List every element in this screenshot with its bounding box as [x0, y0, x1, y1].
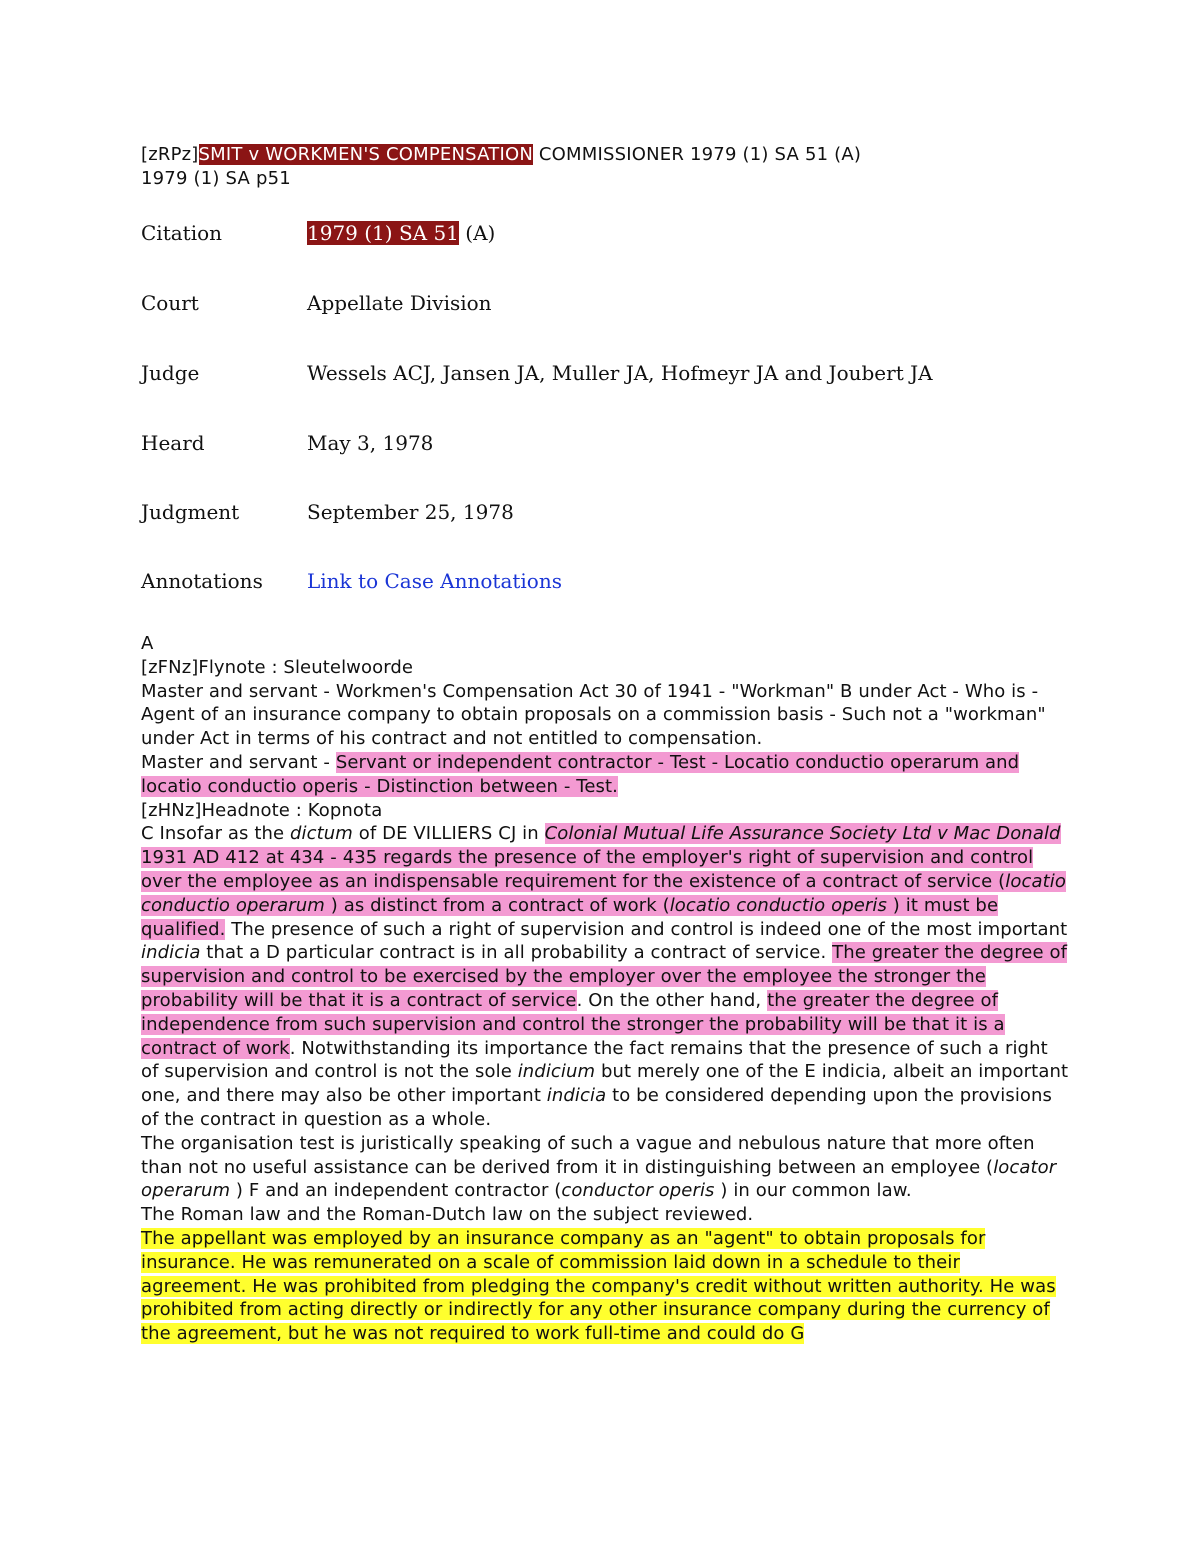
headnote-paragraph	[141, 822, 1071, 1131]
heard-value: May 3, 1978	[307, 431, 434, 455]
headnote-text: but merely one of the E indicia, albeit an important one, and there may also be other important	[141, 1061, 1069, 1107]
citation-rest: (A)	[458, 221, 496, 245]
judge-label: Judge	[141, 361, 200, 385]
headnote-italic: locatio conductio operis	[669, 894, 887, 916]
case-name-highlight: SMIT v WORKMEN'S COMPENSATION	[198, 144, 533, 165]
case-annotations-link[interactable]: Link to Case Annotations	[307, 569, 562, 593]
headnote-text: The presence of such a right of supervision and control is indeed one of the most important	[225, 918, 1068, 940]
headnote-text: of DE VILLIERS CJ in	[352, 823, 545, 845]
case-body	[141, 632, 1071, 1346]
headnote-italic: indicia	[141, 942, 201, 964]
headnote-text: ) as distinct from a contract of work (	[324, 894, 670, 916]
flynote-heading: [zFNz]Flynote : Sleutelwoorde	[141, 656, 414, 678]
headnote-text: ) it must be qualified.	[141, 894, 999, 940]
headnote-italic: indicium	[517, 1061, 596, 1083]
headnote-text: . On the other hand,	[576, 989, 768, 1011]
headnote-text: 1931 AD 412 at 434 - 435 regards the presence of the employer's right of supervision and control over the employee as an indispensable requirement for the existence of a contract of service (	[141, 847, 1034, 892]
headnote-text: to be considered depending upon the provisions of the contract in question as a whole.	[141, 1085, 1053, 1130]
org-italic: locator operarum	[141, 1156, 1057, 1202]
court-value: Appellate Division	[307, 291, 492, 315]
flynote-2-plain: Master and servant -	[141, 751, 336, 773]
judge-value: Wessels ACJ, Jansen JA, Muller JA, Hofmeyr JA and Joubert JA	[307, 361, 933, 385]
headnote-highlight-2: The greater the degree of supervision and control to be exercised by the employer over the employee the stronger the probability will be that it is a contract of service	[141, 942, 1068, 1011]
organisation-test-paragraph	[141, 1132, 1071, 1203]
zrpz-marker: [zRPz]	[141, 144, 199, 165]
headnote-italic: locatio conductio operarum	[141, 870, 1066, 916]
headnote-highlight-3: the greater the degree of independence from such supervision and control the stronger the probability will be that it is a contract of work	[141, 989, 1005, 1059]
margin-letter-a: A	[141, 633, 154, 654]
citation-value	[307, 219, 495, 247]
flynote-paragraph-1: Master and servant - Workmen's Compensation Act 30 of 1941 - "Workman" B under Act - Who is - Agent of an insurance company to obtain proposals on a commission basis - Such not a "workman" under Act in terms of his contract and not entitled to compensation.	[141, 680, 1046, 750]
headnote-italic: dictum	[289, 823, 353, 845]
org-text: The organisation test is juristically speaking of such a vague and nebulous nature that more often than not no useful assistance can be derived from it in distinguishing between an employee (	[141, 1132, 1035, 1178]
annotations-label: Annotations	[141, 569, 263, 593]
heard-label: Heard	[141, 431, 205, 455]
roman-law-paragraph: The Roman law and the Roman-Dutch law on the subject reviewed.	[141, 1204, 754, 1226]
facts-paragraph	[141, 1227, 1071, 1346]
org-italic: conductor operis	[561, 1180, 715, 1202]
citation-label: Citation	[141, 221, 223, 245]
page-reference: 1979 (1) SA p51	[141, 168, 291, 189]
flynote-2-highlight: Servant or independent contractor - Test - Locatio conductio operarum and locatio conductio operis - Distinction between - Test.	[141, 751, 1020, 797]
org-text: ) in our common law.	[714, 1180, 912, 1202]
headnote-italic: Colonial Mutual Life Assurance Society Ltd v Mac Donald	[544, 823, 1061, 845]
case-heading-line	[141, 143, 861, 167]
case-name-rest: COMMISSIONER 1979 (1) SA 51 (A)	[532, 144, 862, 165]
judgment-value: September 25, 1978	[307, 500, 514, 524]
headnote-heading: [zHNz]Headnote : Kopnota	[141, 799, 383, 821]
headnote-italic: indicia	[546, 1085, 607, 1107]
judgment-label: Judgment	[141, 500, 240, 524]
org-text: ) F and an independent contractor (	[230, 1180, 562, 1202]
headnote-text: that a D particular contract is in all probability a contract of service.	[200, 942, 833, 964]
headnote-text: . Notwithstanding its importance the fact remains that the presence of such a right of supervision and control is not the sole	[141, 1037, 1048, 1083]
headnote-text: C Insofar as the	[141, 823, 290, 845]
flynote-paragraph-2	[141, 751, 1071, 799]
case-title	[141, 143, 861, 191]
court-label: Court	[141, 291, 199, 315]
facts-highlight: The appellant was employed by an insurance company as an "agent" to obtain proposals for insurance. He was remunerated on a scale of commission laid down in a schedule to their agreement. He was prohibited from pledging the company's credit without written authority. He was prohibited from acting directly or indirectly for any other insurance company during the currency of the agreement, but he was not required to work full-time and could do G	[141, 1227, 1056, 1345]
citation-highlight: 1979 (1) SA 51	[307, 221, 459, 245]
